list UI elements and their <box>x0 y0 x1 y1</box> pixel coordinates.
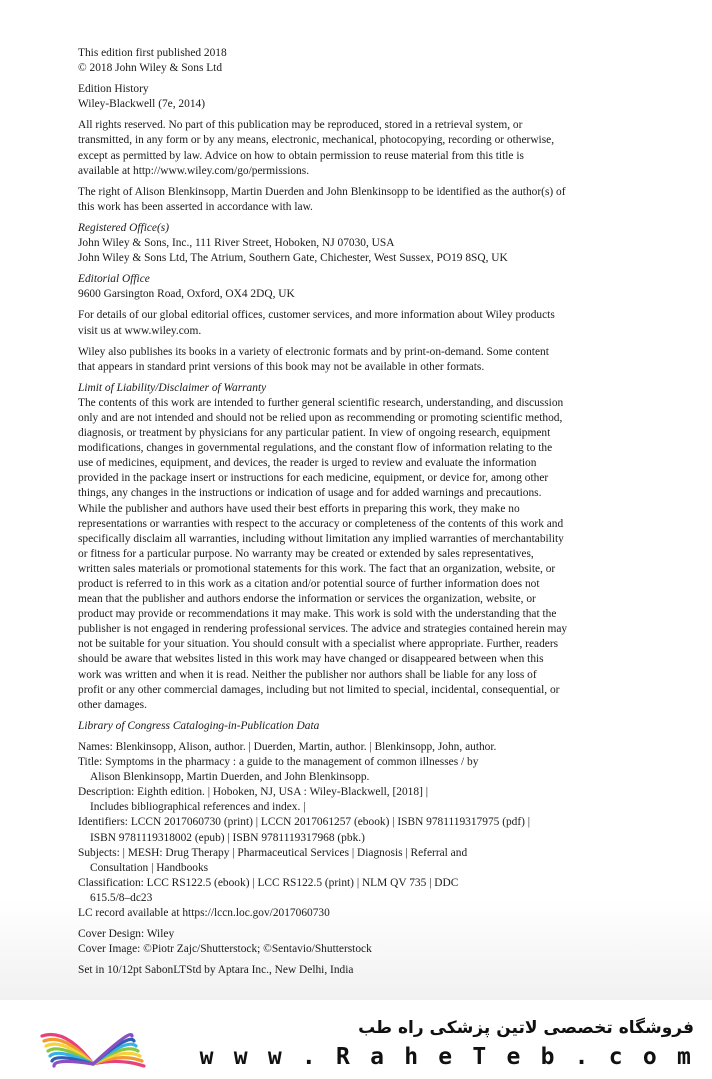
cover-image: Cover Image: ©Piotr Zajc/Shutterstock; ©Sentavio/Shutterstock <box>78 943 372 956</box>
liability-line: profit or any other commercial damages, including but not limited to special, incidental, consequential, or <box>78 683 560 696</box>
publication-line: This edition first published 2018 <box>78 47 227 59</box>
cip-description-cont: Includes bibliographical references and index. | <box>90 801 306 814</box>
liability-line: other damages. <box>78 698 147 711</box>
rights-line: All rights reserved. No part of this publication may be reproduced, stored in a retrieval system, or <box>78 119 523 132</box>
details-line: For details of our global editorial offices, customer services, and more information about Wiley products <box>78 309 555 322</box>
liability-line: diagnosis, or treatment by physicians for any particular patient. In view of ongoing research, equipment <box>78 427 551 440</box>
liability-line: work was written and when it is read. Neither the publisher nor authors shall be liable for any loss of <box>78 668 537 681</box>
edition-history-entry: Wiley-Blackwell (7e, 2014) <box>78 98 206 111</box>
registered-office-line: John Wiley & Sons Ltd, The Atrium, Southern Gate, Chichester, West Sussex, PO19 8SQ, UK <box>78 252 508 265</box>
edition-history-heading: Edition History <box>78 83 149 96</box>
registered-offices <box>78 221 648 266</box>
details-line: visit us at www.wiley.com. <box>78 324 202 337</box>
liability-line: or fitness for a particular purpose. No warranty may be created or extended by sales representatives, <box>78 547 534 560</box>
typeset-info <box>78 963 648 978</box>
site-footer-banner <box>0 1000 712 1079</box>
liability-heading: Limit of Liability/Disclaimer of Warranty <box>78 381 267 394</box>
editorial-office <box>78 272 648 302</box>
rights-paragraph <box>78 118 648 178</box>
edition-history <box>78 82 648 112</box>
cip-identifiers-cont: ISBN 9781119318002 (epub) | ISBN 9781119317968 (pbk.) <box>90 831 365 844</box>
registered-office-line: John Wiley & Sons, Inc., 111 River Street, Hoboken, NJ 07030, USA <box>78 237 395 250</box>
cip-data <box>78 740 648 921</box>
store-name: فروشگاه تخصصی لاتین پزشکی راه طب <box>358 1018 694 1038</box>
cip-classification-cont: 615.5/8–dc23 <box>90 891 153 904</box>
page-content <box>78 46 648 984</box>
open-book-logo-icon <box>38 1014 148 1070</box>
authors-right-line: The right of Alison Blenkinsopp, Martin Duerden and John Blenkinsopp to be identified as the author(s) of <box>78 185 566 198</box>
rights-line: available at http://www.wiley.com/go/permissions. <box>78 164 310 177</box>
typeset-line: Set in 10/12pt SabonLTStd by Aptara Inc., New Delhi, India <box>78 964 354 977</box>
cover-credits <box>78 927 648 957</box>
rights-line: transmitted, in any form or by any means, electronic, mechanical, photocopying, recording or otherwise, <box>78 134 555 147</box>
cip-heading: Library of Congress Cataloging-in-Publication Data <box>78 719 320 732</box>
cip-description: Description: Eighth edition. | Hoboken, NJ, USA : Wiley-Blackwell, [2018] | <box>78 786 428 799</box>
liability-line: product is referred to in this work as a citation and/or potential source of further information does not <box>78 578 540 590</box>
authors-right-paragraph <box>78 185 648 215</box>
liability-disclaimer <box>78 381 648 713</box>
editorial-office-heading: Editorial Office <box>78 273 150 286</box>
cip-classification: Classification: LCC RS122.5 (ebook) | LCC RS122.5 (print) | NLM QV 735 | DDC <box>78 876 459 889</box>
liability-line: modifications, changes in governmental regulations, and the constant flow of information relating to the <box>78 442 553 455</box>
cip-names: Names: Blenkinsopp, Alison, author. | Duerden, Martin, author. | Blenkinsopp, John, author. <box>78 740 497 753</box>
liability-line: specifically disclaim all warranties, including without limitation any implied warranties of merchantability <box>78 532 564 545</box>
liability-line: should be aware that websites listed in this work may have changed or disappeared between when this <box>78 653 544 666</box>
cip-title-cont: Alison Blenkinsopp, Martin Duerden, and John Blenkinsopp. <box>90 771 370 784</box>
logo-page-left <box>54 1061 93 1066</box>
publication-info <box>78 46 648 76</box>
formats-paragraph <box>78 345 648 375</box>
store-url[interactable]: w w w . R a h e T e b . c o m <box>199 1044 694 1070</box>
cip-lc-record: LC record available at https://lccn.loc.gov/2017060730 <box>78 906 330 919</box>
editorial-office-line: 9600 Garsington Road, Oxford, OX4 2DQ, UK <box>78 288 295 301</box>
cip-title: Title: Symptoms in the pharmacy : a guide to the management of common illnesses / by <box>78 756 479 769</box>
rights-line: except as permitted by law. Advice on how to obtain permission to reuse material from this title is <box>78 149 524 162</box>
cip-subjects-cont: Consultation | Handbooks <box>90 861 209 874</box>
cover-design: Cover Design: Wiley <box>78 928 175 941</box>
authors-right-line: this work has been asserted in accordance with law. <box>78 200 313 213</box>
liability-line: only and are not intended and should not be relied upon as recommending or promoting scientific method, <box>78 411 563 424</box>
liability-line: representations or warranties with respect to the accuracy or completeness of the contents of this work and <box>78 517 564 530</box>
details-paragraph <box>78 308 648 338</box>
liability-line: use of medicines, equipment, and devices, the reader is urged to review and evaluate the information <box>78 457 537 470</box>
cip-heading-block <box>78 719 648 734</box>
liability-line: not be suitable for your situation. You should consult with a specialist where appropriate. Further, readers <box>78 638 559 651</box>
copyright-line: © 2018 John Wiley & Sons Ltd <box>78 62 223 75</box>
liability-line: publisher is not engaged in rendering professional services. The advice and strategies contained herein may <box>78 623 568 636</box>
liability-line: mean that the publisher and authors endorse the information or services the organization, website, or <box>78 593 536 606</box>
formats-line: Wiley also publishes its books in a variety of electronic formats and by print-on-demand. Some content <box>78 345 549 358</box>
liability-line: things, any changes in the instructions or indication of usage and for added warnings and precautions. <box>78 487 542 500</box>
registered-offices-heading: Registered Office(s) <box>78 221 169 234</box>
liability-line: provided in the package insert or instructions for each medicine, equipment, or device for, among other <box>78 472 549 485</box>
liability-line: product may provide or recommendations it may make. This work is sold with the understanding that the <box>78 608 557 621</box>
liability-line: written sales materials or promotional statements for this work. The fact that an organization, website, or <box>78 562 556 575</box>
cip-subjects: Subjects: | MESH: Drug Therapy | Pharmaceutical Services | Diagnosis | Referral and <box>78 846 468 859</box>
formats-line: that appears in standard print versions of this book may not be available in other formats. <box>78 360 485 373</box>
liability-line: The contents of this work are intended to further general scientific research, understanding, and discussion <box>78 396 564 409</box>
liability-line: While the publisher and authors have used their best efforts in preparing this work, they make no <box>78 502 520 515</box>
cip-identifiers: Identifiers: LCCN 2017060730 (print) | LCCN 2017061257 (ebook) | ISBN 9781119317975 (pdf) | <box>78 816 531 829</box>
